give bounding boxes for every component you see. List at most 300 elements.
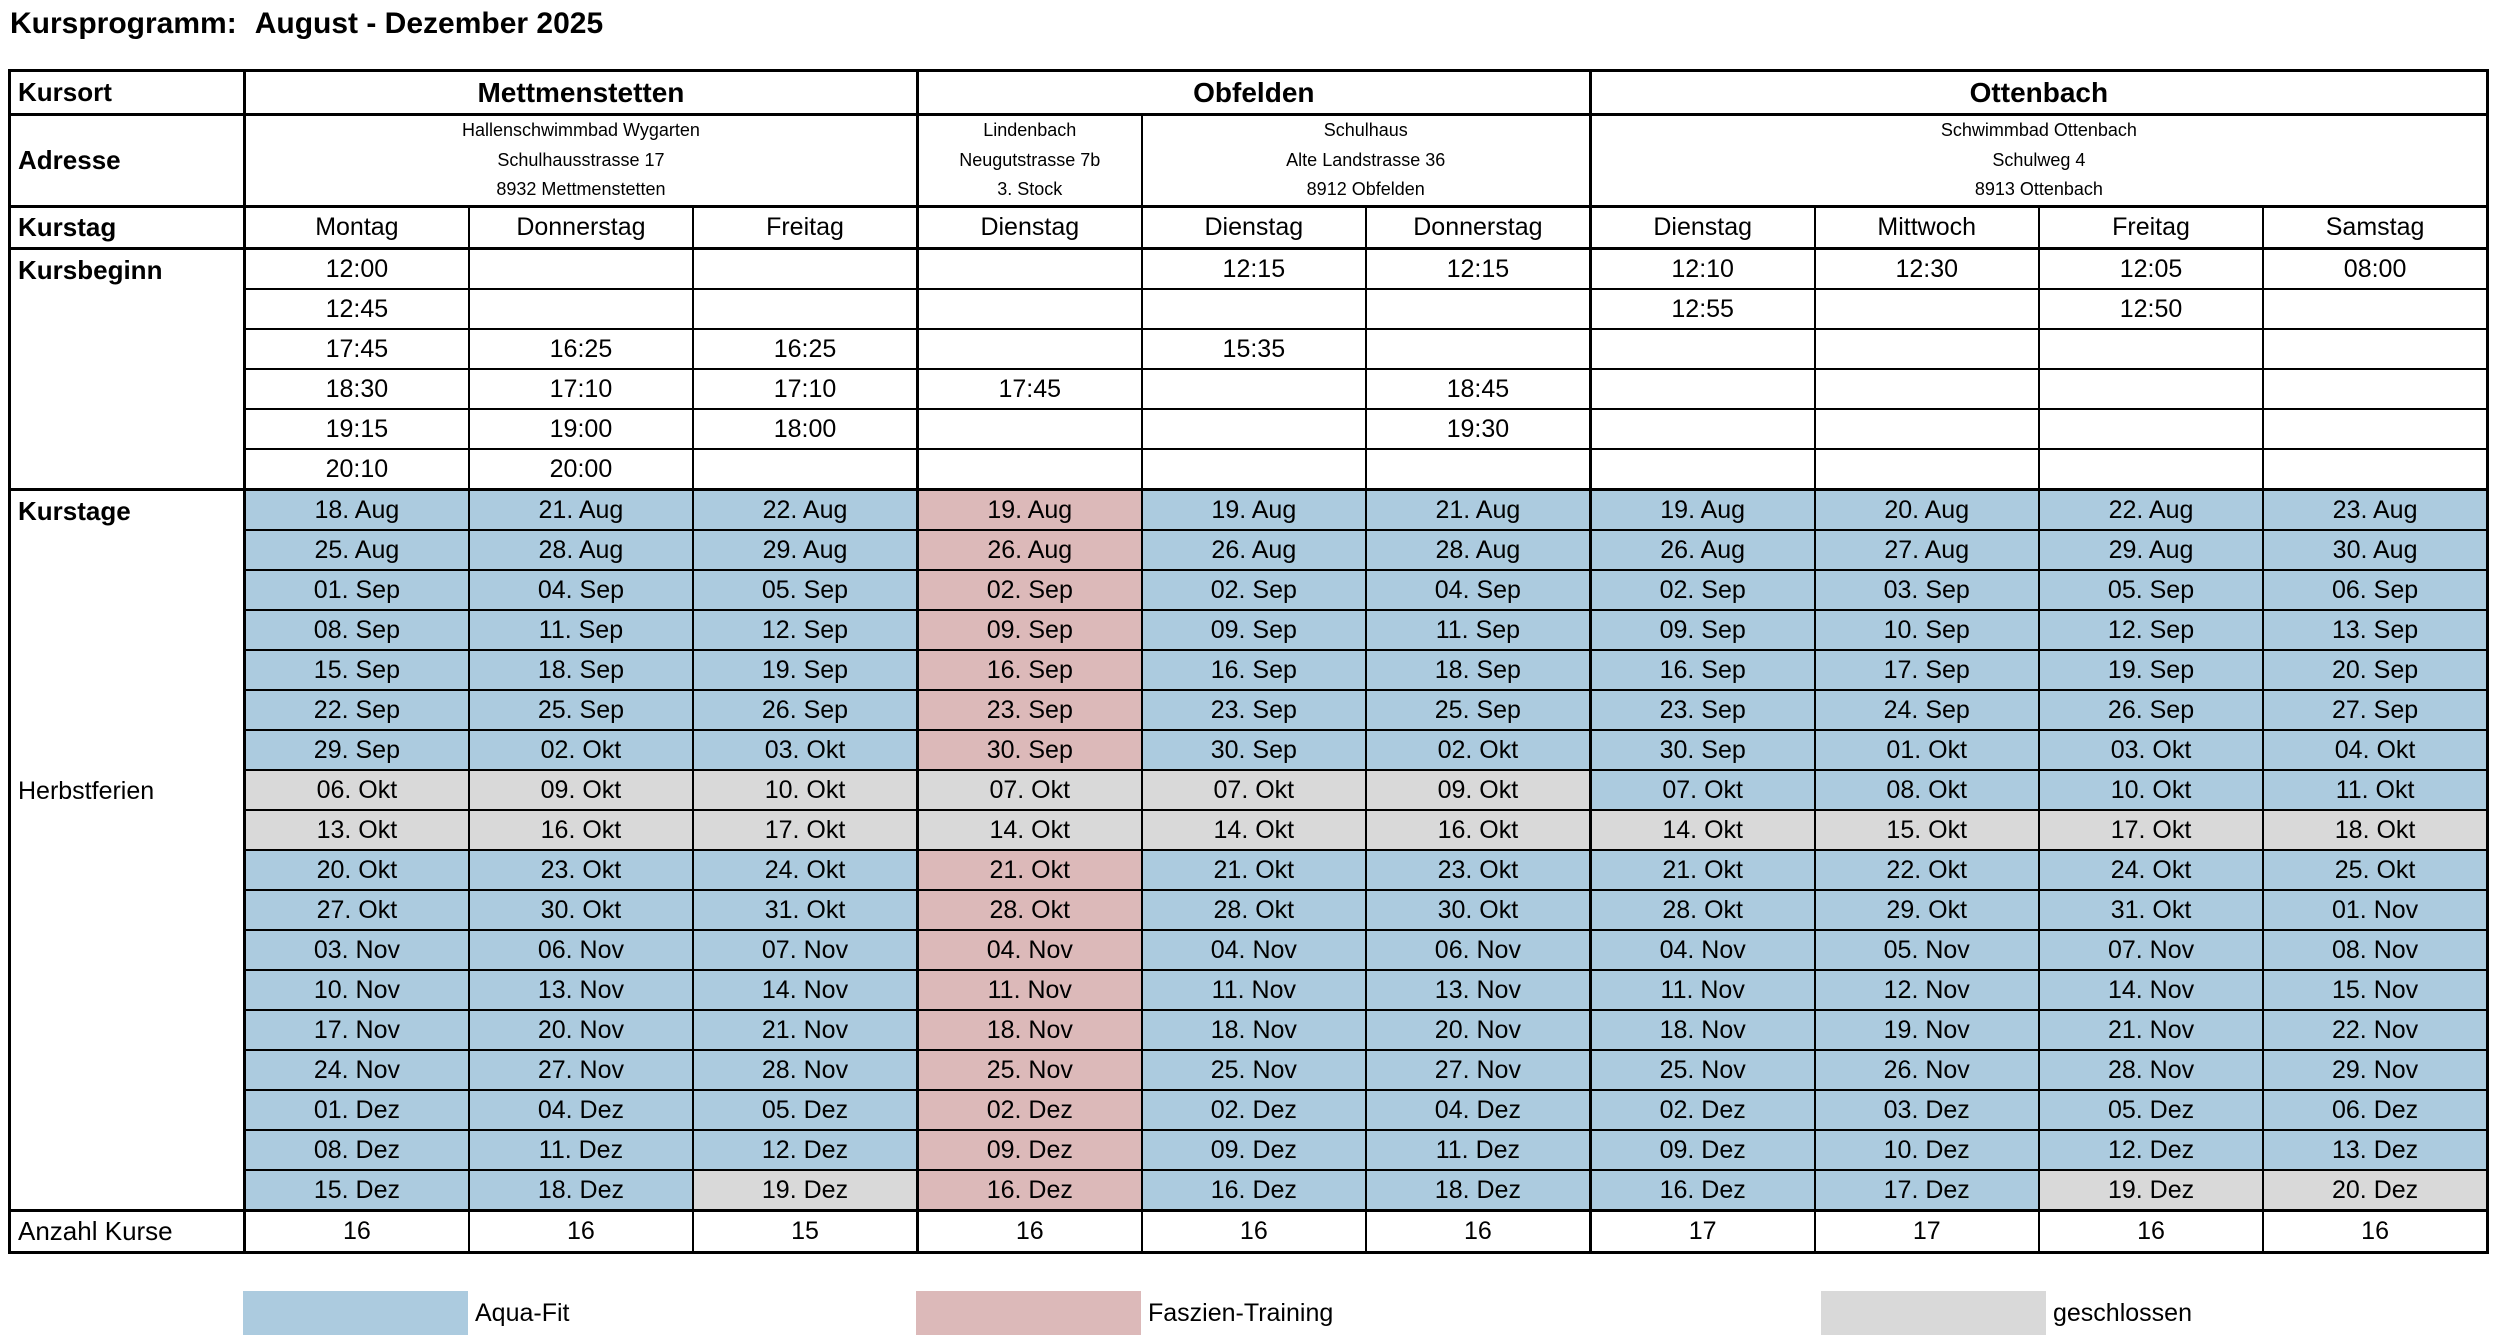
- date-cell[interactable]: 07. Nov: [2039, 930, 2263, 970]
- date-cell[interactable]: 02. Sep: [1142, 570, 1366, 610]
- date-cell[interactable]: 05. Sep: [693, 570, 917, 610]
- time-cell[interactable]: 16:25: [693, 329, 917, 369]
- title-label: Kursprogramm:: [10, 7, 237, 40]
- date-cell[interactable]: 14. Nov: [693, 970, 917, 1010]
- time-cell[interactable]: 12:30: [1815, 249, 2039, 290]
- date-cell[interactable]: 03. Okt: [693, 730, 917, 770]
- page-title: [10, 7, 603, 41]
- date-cell[interactable]: 11. Sep: [1366, 610, 1590, 650]
- date-cell[interactable]: 27. Nov: [469, 1050, 693, 1090]
- date-cell[interactable]: 09. Okt: [469, 770, 693, 810]
- date-cell[interactable]: 03. Dez: [1815, 1090, 2039, 1130]
- date-cell[interactable]: 20. Nov: [469, 1010, 693, 1050]
- time-cell[interactable]: [693, 289, 917, 329]
- date-cell[interactable]: 25. Okt: [2263, 850, 2487, 890]
- time-row: [10, 409, 2488, 449]
- date-cell[interactable]: 19. Dez: [693, 1170, 917, 1211]
- time-cell[interactable]: 18:45: [1366, 369, 1590, 409]
- date-cell[interactable]: 26. Sep: [2039, 690, 2263, 730]
- date-cell[interactable]: 28. Aug: [1366, 530, 1590, 570]
- date-cell[interactable]: 19. Aug: [1142, 490, 1366, 531]
- date-cell[interactable]: 30. Sep: [917, 730, 1141, 770]
- time-cell[interactable]: [1142, 409, 1366, 449]
- date-cell[interactable]: 14. Okt: [1590, 810, 1814, 850]
- date-cell[interactable]: 18. Nov: [1590, 1010, 1814, 1050]
- time-row: [10, 249, 2488, 290]
- date-cell[interactable]: 13. Nov: [469, 970, 693, 1010]
- course-count-cell[interactable]: 16: [1366, 1211, 1590, 1253]
- date-cell[interactable]: 03. Nov: [245, 930, 469, 970]
- time-cell[interactable]: [1815, 329, 2039, 369]
- date-cell[interactable]: 30. Okt: [469, 890, 693, 930]
- date-cell[interactable]: 11. Nov: [1142, 970, 1366, 1010]
- date-cell[interactable]: 14. Okt: [1142, 810, 1366, 850]
- date-cell[interactable]: 01. Dez: [245, 1090, 469, 1130]
- time-cell[interactable]: 12:55: [1590, 289, 1814, 329]
- day-header-cell[interactable]: Mittwoch: [1815, 207, 2039, 249]
- time-cell[interactable]: [693, 449, 917, 490]
- time-cell[interactable]: [469, 249, 693, 290]
- time-cell[interactable]: 17:10: [469, 369, 693, 409]
- time-row: [10, 449, 2488, 490]
- date-cell[interactable]: 19. Sep: [2039, 650, 2263, 690]
- date-cell[interactable]: 24. Sep: [1815, 690, 2039, 730]
- time-cell[interactable]: 20:10: [245, 449, 469, 490]
- date-cell[interactable]: 28. Okt: [917, 890, 1141, 930]
- date-cell[interactable]: 30. Sep: [1142, 730, 1366, 770]
- date-cell[interactable]: 20. Okt: [245, 850, 469, 890]
- date-cell[interactable]: 18. Sep: [1366, 650, 1590, 690]
- date-cell[interactable]: 26. Aug: [1142, 530, 1366, 570]
- adresse-row: [10, 115, 2488, 207]
- day-header-cell[interactable]: Donnerstag: [1366, 207, 1590, 249]
- date-cell[interactable]: 15. Okt: [1815, 810, 2039, 850]
- date-cell[interactable]: 08. Sep: [245, 610, 469, 650]
- date-cell[interactable]: 01. Nov: [2263, 890, 2487, 930]
- date-cell[interactable]: 13. Okt: [245, 810, 469, 850]
- time-cell[interactable]: [917, 449, 1141, 490]
- date-cell[interactable]: 25. Aug: [245, 530, 469, 570]
- time-cell[interactable]: 17:45: [917, 369, 1141, 409]
- date-cell[interactable]: 17. Dez: [1815, 1170, 2039, 1211]
- time-cell[interactable]: [2263, 289, 2487, 329]
- date-cell[interactable]: 19. Nov: [1815, 1010, 2039, 1050]
- date-cell[interactable]: 21. Okt: [1590, 850, 1814, 890]
- course-count-cell[interactable]: 16: [1142, 1211, 1366, 1253]
- date-cell[interactable]: 07. Okt: [1590, 770, 1814, 810]
- day-header-cell[interactable]: Dienstag: [1142, 207, 1366, 249]
- date-cell[interactable]: 25. Nov: [917, 1050, 1141, 1090]
- date-cell[interactable]: 05. Dez: [2039, 1090, 2263, 1130]
- date-cell[interactable]: 04. Sep: [469, 570, 693, 610]
- address-cell[interactable]: [1590, 115, 2487, 207]
- time-cell[interactable]: 12:15: [1366, 249, 1590, 290]
- time-cell[interactable]: [1815, 449, 2039, 490]
- location-header[interactable]: Mettmenstetten: [245, 71, 918, 115]
- time-cell[interactable]: 16:25: [469, 329, 693, 369]
- day-header-cell[interactable]: Freitag: [693, 207, 917, 249]
- date-cell[interactable]: 07. Nov: [693, 930, 917, 970]
- date-cell[interactable]: 30. Okt: [1366, 890, 1590, 930]
- date-cell[interactable]: 25. Sep: [469, 690, 693, 730]
- date-cell[interactable]: 02. Dez: [1590, 1090, 1814, 1130]
- date-cell[interactable]: 21. Aug: [1366, 490, 1590, 531]
- date-cell[interactable]: 04. Nov: [917, 930, 1141, 970]
- day-header-cell[interactable]: Dienstag: [917, 207, 1141, 249]
- date-cell[interactable]: 04. Nov: [1590, 930, 1814, 970]
- date-cell[interactable]: 18. Nov: [917, 1010, 1141, 1050]
- date-cell[interactable]: 03. Okt: [2039, 730, 2263, 770]
- date-cell[interactable]: 11. Dez: [469, 1130, 693, 1170]
- date-cell[interactable]: 14. Nov: [2039, 970, 2263, 1010]
- date-cell[interactable]: 26. Sep: [693, 690, 917, 730]
- date-cell[interactable]: 26. Nov: [1815, 1050, 2039, 1090]
- date-cell[interactable]: 18. Dez: [1366, 1170, 1590, 1211]
- date-cell[interactable]: 09. Dez: [917, 1130, 1141, 1170]
- time-cell[interactable]: [2263, 329, 2487, 369]
- date-cell[interactable]: 24. Okt: [2039, 850, 2263, 890]
- date-cell[interactable]: 05. Nov: [1815, 930, 2039, 970]
- date-cell[interactable]: 01. Sep: [245, 570, 469, 610]
- date-cell[interactable]: 12. Sep: [2039, 610, 2263, 650]
- course-count-cell[interactable]: 17: [1590, 1211, 1814, 1253]
- date-cell[interactable]: 03. Sep: [1815, 570, 2039, 610]
- date-cell[interactable]: 14. Okt: [917, 810, 1141, 850]
- time-cell[interactable]: [1815, 409, 2039, 449]
- date-cell[interactable]: 07. Okt: [1142, 770, 1366, 810]
- date-cell[interactable]: 29. Aug: [2039, 530, 2263, 570]
- time-cell[interactable]: [1366, 289, 1590, 329]
- course-count-cell[interactable]: 16: [2263, 1211, 2487, 1253]
- date-cell[interactable]: 23. Sep: [917, 690, 1141, 730]
- date-cell[interactable]: 16. Dez: [1142, 1170, 1366, 1211]
- date-cell[interactable]: 26. Aug: [1590, 530, 1814, 570]
- date-cell[interactable]: 18. Aug: [245, 490, 469, 531]
- time-cell[interactable]: 12:50: [2039, 289, 2263, 329]
- date-cell[interactable]: 10. Nov: [245, 970, 469, 1010]
- time-cell[interactable]: 19:15: [245, 409, 469, 449]
- date-row: [10, 850, 2488, 890]
- date-cell[interactable]: 31. Okt: [2039, 890, 2263, 930]
- date-cell[interactable]: 15. Nov: [2263, 970, 2487, 1010]
- date-cell[interactable]: 06. Nov: [469, 930, 693, 970]
- date-row: [10, 1010, 2488, 1050]
- time-cell[interactable]: [917, 249, 1141, 290]
- date-cell[interactable]: 21. Okt: [1142, 850, 1366, 890]
- date-cell[interactable]: 08. Nov: [2263, 930, 2487, 970]
- date-cell[interactable]: 20. Dez: [2263, 1170, 2487, 1211]
- time-cell[interactable]: [2263, 409, 2487, 449]
- date-cell[interactable]: 22. Okt: [1815, 850, 2039, 890]
- day-header-cell[interactable]: Donnerstag: [469, 207, 693, 249]
- date-cell[interactable]: 23. Okt: [469, 850, 693, 890]
- date-cell[interactable]: 31. Okt: [693, 890, 917, 930]
- date-cell[interactable]: 02. Dez: [917, 1090, 1141, 1130]
- date-row: [10, 1170, 2488, 1211]
- date-cell[interactable]: 25. Nov: [1142, 1050, 1366, 1090]
- date-cell[interactable]: 23. Sep: [1142, 690, 1366, 730]
- date-cell[interactable]: 28. Okt: [1590, 890, 1814, 930]
- date-cell[interactable]: 28. Nov: [2039, 1050, 2263, 1090]
- time-cell[interactable]: [2039, 409, 2263, 449]
- date-cell[interactable]: 16. Dez: [917, 1170, 1141, 1211]
- date-cell[interactable]: 19. Dez: [2039, 1170, 2263, 1211]
- date-cell[interactable]: 17. Okt: [2039, 810, 2263, 850]
- course-count-cell[interactable]: 16: [917, 1211, 1141, 1253]
- time-cell[interactable]: 15:35: [1142, 329, 1366, 369]
- date-row: [10, 530, 2488, 570]
- address-line: Neugutstrasse 7b: [959, 149, 1101, 170]
- date-cell[interactable]: 22. Aug: [2039, 490, 2263, 531]
- date-cell[interactable]: 12. Dez: [2039, 1130, 2263, 1170]
- time-cell[interactable]: 19:00: [469, 409, 693, 449]
- course-count-cell[interactable]: 16: [245, 1211, 469, 1253]
- date-cell[interactable]: 11. Dez: [1366, 1130, 1590, 1170]
- time-cell[interactable]: 12:05: [2039, 249, 2263, 290]
- date-cell[interactable]: 09. Sep: [1590, 610, 1814, 650]
- address-cell[interactable]: [917, 115, 1141, 207]
- date-cell[interactable]: 29. Okt: [1815, 890, 2039, 930]
- legend-label-aqua-fit: Aqua-Fit: [475, 1299, 570, 1327]
- date-cell[interactable]: 07. Okt: [917, 770, 1141, 810]
- anzahl-row: [10, 1211, 2488, 1253]
- date-cell[interactable]: 04. Nov: [1142, 930, 1366, 970]
- time-cell[interactable]: 12:00: [245, 249, 469, 290]
- date-cell[interactable]: 06. Sep: [2263, 570, 2487, 610]
- date-cell[interactable]: 21. Okt: [917, 850, 1141, 890]
- time-cell[interactable]: [917, 329, 1141, 369]
- address-line: 8912 Obfelden: [1306, 179, 1425, 200]
- date-cell[interactable]: 23. Sep: [1590, 690, 1814, 730]
- date-cell[interactable]: 25. Nov: [1590, 1050, 1814, 1090]
- selected-date-cell[interactable]: 02. Okt: [469, 730, 693, 770]
- date-cell[interactable]: 10. Okt: [693, 770, 917, 810]
- time-cell[interactable]: 08:00: [2263, 249, 2487, 290]
- date-cell[interactable]: 22. Aug: [693, 490, 917, 531]
- date-cell[interactable]: 28. Aug: [469, 530, 693, 570]
- time-cell[interactable]: [693, 249, 917, 290]
- date-cell[interactable]: 30. Sep: [1590, 730, 1814, 770]
- date-cell[interactable]: 10. Okt: [2039, 770, 2263, 810]
- date-cell[interactable]: 05. Dez: [693, 1090, 917, 1130]
- date-cell[interactable]: 18. Sep: [469, 650, 693, 690]
- date-cell[interactable]: 21. Nov: [693, 1010, 917, 1050]
- date-cell[interactable]: 26. Aug: [917, 530, 1141, 570]
- date-cell[interactable]: 06. Dez: [2263, 1090, 2487, 1130]
- time-row: [10, 369, 2488, 409]
- date-cell[interactable]: 27. Aug: [1815, 530, 2039, 570]
- time-cell[interactable]: 19:30: [1366, 409, 1590, 449]
- time-cell[interactable]: 17:10: [693, 369, 917, 409]
- date-cell[interactable]: 08. Okt: [1815, 770, 2039, 810]
- date-cell[interactable]: 09. Okt: [1366, 770, 1590, 810]
- date-cell[interactable]: 29. Aug: [693, 530, 917, 570]
- date-cell[interactable]: 11. Nov: [1590, 970, 1814, 1010]
- date-cell[interactable]: 11. Sep: [469, 610, 693, 650]
- date-cell[interactable]: 04. Dez: [469, 1090, 693, 1130]
- date-cell[interactable]: 18. Dez: [469, 1170, 693, 1211]
- day-header-cell[interactable]: Montag: [245, 207, 469, 249]
- anzahl-row-label[interactable]: Anzahl Kurse: [10, 1211, 245, 1253]
- date-cell[interactable]: 27. Okt: [245, 890, 469, 930]
- course-count-cell[interactable]: 15: [693, 1211, 917, 1253]
- date-cell[interactable]: 04. Sep: [1366, 570, 1590, 610]
- kursort-row-label[interactable]: Kursort: [10, 71, 245, 115]
- legend-label-faszien-training: Faszien-Training: [1148, 1299, 1334, 1327]
- date-cell[interactable]: 05. Sep: [2039, 570, 2263, 610]
- time-cell[interactable]: [917, 289, 1141, 329]
- course-count-cell[interactable]: 16: [469, 1211, 693, 1253]
- date-cell[interactable]: 27. Nov: [1366, 1050, 1590, 1090]
- date-cell[interactable]: 02. Dez: [1142, 1090, 1366, 1130]
- time-cell[interactable]: [1815, 289, 2039, 329]
- time-cell[interactable]: 20:00: [469, 449, 693, 490]
- date-cell[interactable]: 10. Sep: [1815, 610, 2039, 650]
- date-cell[interactable]: 09. Dez: [1590, 1130, 1814, 1170]
- date-cell[interactable]: 09. Sep: [1142, 610, 1366, 650]
- date-cell[interactable]: 16. Sep: [1142, 650, 1366, 690]
- address-cell[interactable]: [245, 115, 918, 207]
- day-header-cell[interactable]: Freitag: [2039, 207, 2263, 249]
- date-cell[interactable]: 13. Nov: [1366, 970, 1590, 1010]
- date-cell[interactable]: 22. Nov: [2263, 1010, 2487, 1050]
- adresse-row-label[interactable]: Adresse: [10, 115, 245, 207]
- time-cell[interactable]: [1590, 449, 1814, 490]
- date-cell[interactable]: 02. Sep: [917, 570, 1141, 610]
- time-cell[interactable]: [1590, 409, 1814, 449]
- date-cell[interactable]: 12. Dez: [693, 1130, 917, 1170]
- date-cell[interactable]: 22. Sep: [245, 690, 469, 730]
- location-header[interactable]: Obfelden: [917, 71, 1590, 115]
- date-cell[interactable]: 02. Sep: [1590, 570, 1814, 610]
- date-row: [10, 570, 2488, 610]
- date-cell[interactable]: 12. Sep: [693, 610, 917, 650]
- date-cell[interactable]: 04. Okt: [2263, 730, 2487, 770]
- course-count-cell[interactable]: 17: [1815, 1211, 2039, 1253]
- date-cell[interactable]: 27. Sep: [2263, 690, 2487, 730]
- date-cell[interactable]: 19. Aug: [917, 490, 1141, 531]
- day-header-cell[interactable]: Dienstag: [1590, 207, 1814, 249]
- date-cell[interactable]: 09. Dez: [1142, 1130, 1366, 1170]
- date-cell[interactable]: 17. Nov: [245, 1010, 469, 1050]
- date-cell[interactable]: 16. Sep: [917, 650, 1141, 690]
- date-cell[interactable]: 18. Okt: [2263, 810, 2487, 850]
- date-cell[interactable]: 15. Sep: [245, 650, 469, 690]
- date-cell[interactable]: 19. Aug: [1590, 490, 1814, 531]
- time-cell[interactable]: [1142, 369, 1366, 409]
- kurstag-row-label[interactable]: Kurstag: [10, 207, 245, 249]
- date-cell[interactable]: 25. Sep: [1366, 690, 1590, 730]
- day-header-cell[interactable]: Samstag: [2263, 207, 2487, 249]
- date-cell[interactable]: 11. Nov: [917, 970, 1141, 1010]
- time-cell[interactable]: [1815, 369, 2039, 409]
- date-cell[interactable]: 16. Sep: [1590, 650, 1814, 690]
- time-cell[interactable]: [917, 409, 1141, 449]
- date-cell[interactable]: 01. Okt: [1815, 730, 2039, 770]
- date-cell[interactable]: 15. Dez: [245, 1170, 469, 1211]
- date-cell[interactable]: 29. Nov: [2263, 1050, 2487, 1090]
- date-cell[interactable]: 24. Nov: [245, 1050, 469, 1090]
- date-cell[interactable]: 21. Nov: [2039, 1010, 2263, 1050]
- date-cell[interactable]: 06. Okt: [245, 770, 469, 810]
- date-row: [10, 930, 2488, 970]
- kurstage-row-label[interactable]: [10, 490, 245, 1211]
- time-cell[interactable]: [1590, 369, 1814, 409]
- date-cell[interactable]: 11. Okt: [2263, 770, 2487, 810]
- title-period: August - Dezember 2025: [254, 7, 604, 40]
- time-cell[interactable]: [1366, 329, 1590, 369]
- date-cell[interactable]: 29. Sep: [245, 730, 469, 770]
- date-cell[interactable]: 04. Dez: [1366, 1090, 1590, 1130]
- date-cell[interactable]: 10. Dez: [1815, 1130, 2039, 1170]
- time-cell[interactable]: 17:45: [245, 329, 469, 369]
- date-cell[interactable]: 13. Dez: [2263, 1130, 2487, 1170]
- date-cell[interactable]: 16. Dez: [1590, 1170, 1814, 1211]
- time-cell[interactable]: [469, 289, 693, 329]
- address-line: Schulhaus: [1323, 120, 1408, 140]
- location-header[interactable]: Ottenbach: [1590, 71, 2487, 115]
- legend-swatch-faszien-training: [916, 1291, 1141, 1335]
- date-cell[interactable]: 09. Sep: [917, 610, 1141, 650]
- date-cell[interactable]: 28. Nov: [693, 1050, 917, 1090]
- date-cell[interactable]: 13. Sep: [2263, 610, 2487, 650]
- date-cell[interactable]: 18. Nov: [1142, 1010, 1366, 1050]
- time-cell[interactable]: [2039, 369, 2263, 409]
- time-cell[interactable]: [2039, 449, 2263, 490]
- date-row: [10, 730, 2488, 770]
- date-cell[interactable]: 21. Aug: [469, 490, 693, 531]
- date-cell[interactable]: 20. Sep: [2263, 650, 2487, 690]
- date-cell[interactable]: 24. Okt: [693, 850, 917, 890]
- date-cell[interactable]: 23. Okt: [1366, 850, 1590, 890]
- time-cell[interactable]: 18:30: [245, 369, 469, 409]
- date-cell[interactable]: 17. Okt: [693, 810, 917, 850]
- time-cell[interactable]: 12:15: [1142, 249, 1366, 290]
- date-row: [10, 610, 2488, 650]
- date-cell[interactable]: 30. Aug: [2263, 530, 2487, 570]
- course-count-cell[interactable]: 16: [2039, 1211, 2263, 1253]
- address-cell[interactable]: [1142, 115, 1591, 207]
- address-line: Schulhausstrasse 17: [497, 149, 665, 170]
- date-cell[interactable]: 23. Aug: [2263, 490, 2487, 531]
- date-cell[interactable]: 20. Aug: [1815, 490, 2039, 531]
- time-cell[interactable]: [2039, 329, 2263, 369]
- time-cell[interactable]: [1142, 289, 1366, 329]
- time-cell[interactable]: [2263, 449, 2487, 490]
- kursbeginn-row-label[interactable]: Kursbeginn: [10, 249, 245, 490]
- date-cell[interactable]: 08. Dez: [245, 1130, 469, 1170]
- date-cell[interactable]: 12. Nov: [1815, 970, 2039, 1010]
- time-cell[interactable]: [1142, 449, 1366, 490]
- time-cell[interactable]: [2263, 369, 2487, 409]
- date-row: [10, 770, 2488, 810]
- time-cell[interactable]: [1590, 329, 1814, 369]
- date-cell[interactable]: 16. Okt: [469, 810, 693, 850]
- date-row: [10, 1050, 2488, 1090]
- date-cell[interactable]: 17. Sep: [1815, 650, 2039, 690]
- time-cell[interactable]: [1366, 449, 1590, 490]
- date-cell[interactable]: 06. Nov: [1366, 930, 1590, 970]
- time-cell[interactable]: 18:00: [693, 409, 917, 449]
- date-cell[interactable]: 19. Sep: [693, 650, 917, 690]
- date-cell[interactable]: 16. Okt: [1366, 810, 1590, 850]
- time-cell[interactable]: 12:10: [1590, 249, 1814, 290]
- date-cell[interactable]: 02. Okt: [1366, 730, 1590, 770]
- date-cell[interactable]: 20. Nov: [1366, 1010, 1590, 1050]
- legend-label-geschlossen: geschlossen: [2053, 1299, 2192, 1327]
- time-cell[interactable]: 12:45: [245, 289, 469, 329]
- date-cell[interactable]: 28. Okt: [1142, 890, 1366, 930]
